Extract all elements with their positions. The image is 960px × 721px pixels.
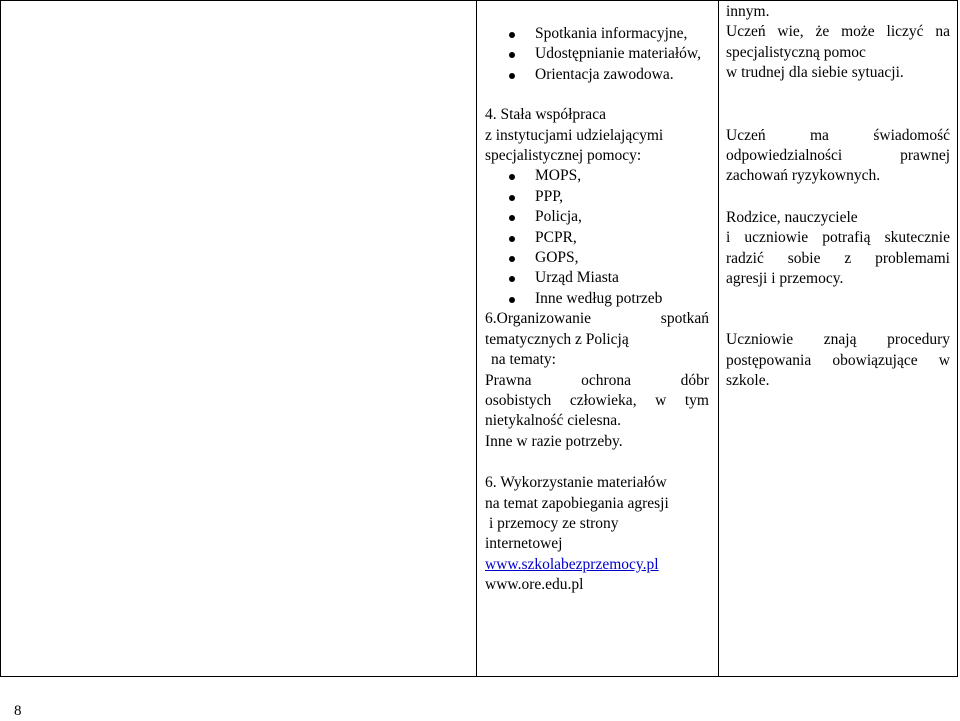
list-item: Inne według potrzeb bbox=[485, 289, 709, 309]
block-line: na tematy: bbox=[491, 351, 556, 369]
szkolabezprzemocy-link[interactable]: www.szkolabezprzemocy.pl bbox=[485, 555, 659, 573]
outcome-paragraph-3 bbox=[726, 208, 950, 290]
outcome-line: agresji i przemocy. bbox=[726, 270, 844, 288]
outcome-line: w trudnej dla siebie sytuacji. bbox=[726, 64, 904, 82]
list-item: Orientacja zawodowa. bbox=[485, 65, 709, 85]
activities-list-1 bbox=[485, 24, 709, 85]
block-line: osobistych człowieka, w tym bbox=[485, 391, 709, 409]
block-line: Prawna ochrona dóbr bbox=[485, 371, 709, 389]
block-line: nietykalność cielesna. bbox=[485, 412, 622, 430]
block-line: na temat zapobiegania agresji bbox=[485, 494, 669, 512]
outcome-line: szkole. bbox=[726, 372, 770, 390]
activities-cell bbox=[485, 0, 709, 596]
cooperation-heading bbox=[485, 105, 709, 166]
outcome-line: Uczniowie znają procedury bbox=[726, 331, 950, 349]
list-item: Spotkania informacyjne, bbox=[485, 24, 709, 44]
column-divider-2 bbox=[718, 0, 719, 677]
materials-block bbox=[485, 473, 709, 595]
ore-url-text: www.ore.edu.pl bbox=[485, 576, 584, 594]
block-line: internetowej bbox=[485, 535, 563, 553]
list-item: Udostępnianie materiałów, bbox=[485, 44, 709, 64]
outcome-line: Rodzice, nauczyciele bbox=[726, 208, 858, 226]
block-line: i przemocy ze strony bbox=[489, 514, 619, 532]
list-item: Policja, bbox=[485, 207, 709, 227]
outcome-line: postępowania obowiązujące w bbox=[726, 351, 950, 369]
block-line: 6. Wykorzystanie materiałów bbox=[485, 474, 667, 492]
table-bottom-border bbox=[0, 676, 958, 677]
heading-line: z instytucjami udzielającymi bbox=[485, 126, 664, 144]
list-item: MOPS, bbox=[485, 166, 709, 186]
outcome-line: odpowiedzialności prawnej bbox=[726, 147, 950, 165]
outcome-paragraph-1 bbox=[726, 2, 950, 84]
police-meetings-block bbox=[485, 309, 709, 452]
outcome-line: zachowań ryzykownych. bbox=[726, 167, 881, 185]
heading-line: 4. Stała współpraca bbox=[485, 106, 606, 124]
outcome-line: Uczeń ma świadomość bbox=[726, 126, 950, 144]
outcome-line: i uczniowie potrafią skutecznie bbox=[726, 229, 950, 247]
outcome-line: radzić sobie z problemami bbox=[726, 249, 950, 267]
heading-line: specjalistycznej pomocy: bbox=[485, 147, 642, 165]
outcome-line: innym. bbox=[726, 3, 770, 20]
table-left-border bbox=[0, 0, 1, 677]
outcome-paragraph-4 bbox=[726, 330, 950, 391]
outcome-paragraph-2 bbox=[726, 126, 950, 187]
block-line: tematycznych z Policją bbox=[485, 330, 629, 348]
list-item: Urząd Miasta bbox=[485, 268, 709, 288]
institutions-list bbox=[485, 166, 709, 309]
block-line: 6.Organizowanie spotkań bbox=[485, 310, 709, 328]
outcome-line: Uczeń wie, że może liczyć na bbox=[726, 23, 950, 41]
list-item: PCPR, bbox=[485, 228, 709, 248]
block-line: Inne w razie potrzeby. bbox=[485, 432, 623, 450]
list-item: GOPS, bbox=[485, 248, 709, 268]
outcome-line: specjalistyczną pomoc bbox=[726, 43, 866, 61]
table-right-border bbox=[957, 0, 958, 677]
column-divider-1 bbox=[476, 0, 477, 677]
outcomes-cell bbox=[726, 0, 950, 392]
page-number: 8 bbox=[14, 703, 22, 719]
list-item: PPP, bbox=[485, 187, 709, 207]
